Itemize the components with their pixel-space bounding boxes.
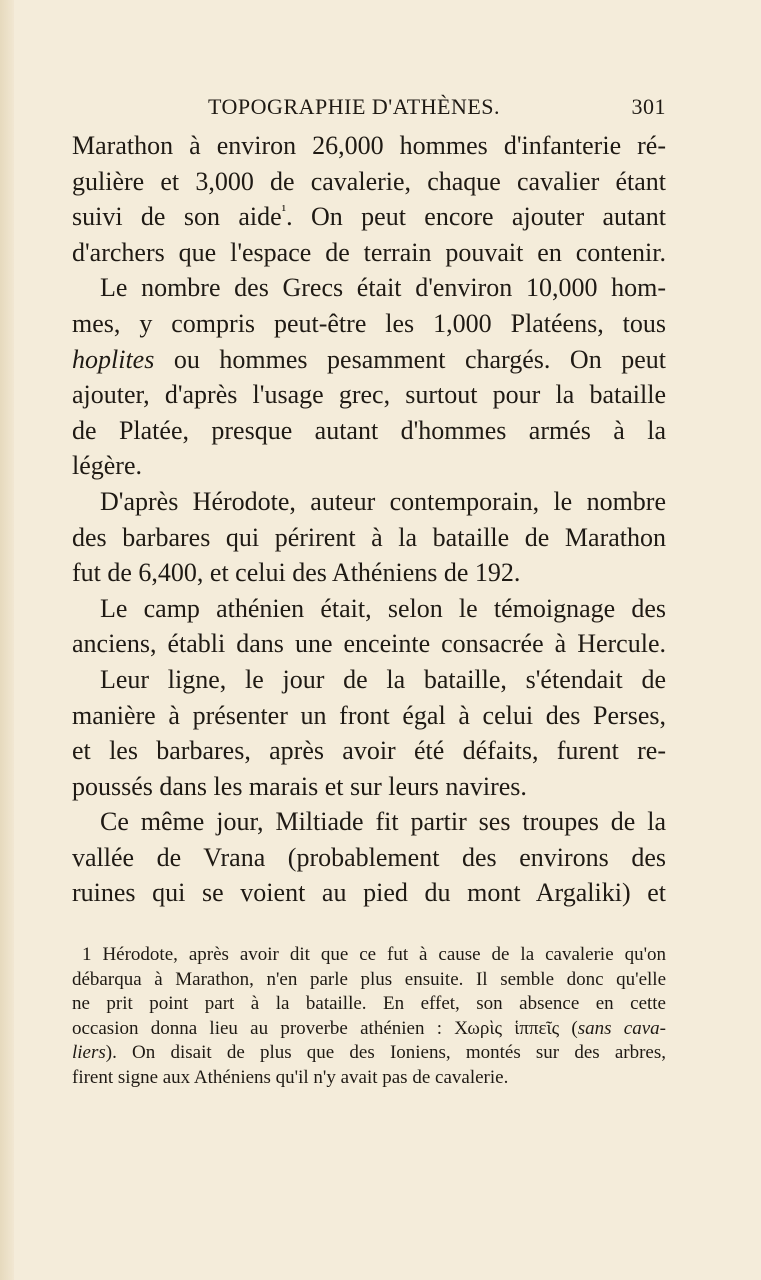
text-line: mes, y compris peut-être les 1,000 Platéens, tous: [72, 308, 666, 338]
page-number: 301: [631, 94, 666, 119]
footnote: [72, 943, 666, 1090]
text-line: et les barbares, après avoir été défaits, furent re-: [72, 736, 666, 766]
text-line: hoplites ou hommes pesamment chargés. On peut: [72, 344, 666, 374]
text-line: ruines qui se voient au pied du mont Argaliki) et: [72, 878, 666, 908]
footnote-line: occasion donna lieu au proverbe athénien : Χωρὶς ἱππεῖς (sans cava-: [72, 1017, 666, 1039]
running-head: TOPOGRAPHIE D'ATHÈNES.: [208, 94, 501, 119]
footnote-line: liers). On disait de plus que des Ioniens, montés sur des arbres,: [72, 1042, 666, 1063]
page-header: [72, 94, 666, 124]
text-line: anciens, établi dans une enceinte consacrée à Hercule.: [72, 629, 666, 659]
text-line: Ce même jour, Miltiade fit partir ses troupes de la: [100, 807, 666, 837]
body-text: [72, 128, 666, 911]
text-line: poussés dans les marais et sur leurs navires.: [72, 771, 527, 801]
page-edge: [0, 0, 14, 1280]
footnote-line: 1 Hérodote, après avoir dit que ce fut à cause de la cavalerie qu'on: [82, 944, 666, 965]
text-line: des barbares qui périrent à la bataille de Marathon: [72, 522, 666, 552]
text-line: Le camp athénien était, selon le témoignage des: [100, 593, 666, 623]
text-line: d'archers que l'espace de terrain pouvait en contenir.: [72, 237, 666, 267]
text-line: gulière et 3,000 de cavalerie, chaque cavalier étant: [72, 166, 666, 196]
text-line: suivi de son aide$^{^1}$. On peut encore ajouter autant: [72, 202, 667, 232]
text-line: Le nombre des Grecs était d'environ 10,000 hom-: [100, 273, 666, 303]
footnote-ref: ¹: [281, 203, 287, 220]
text-line: manière à présenter un front égal à celui des Perses,: [72, 700, 666, 730]
text-line: ajouter, d'après l'usage grec, surtout pour la bataille: [72, 380, 666, 410]
text-line: vallée de Vrana (probablement des environs des: [72, 842, 666, 872]
text-line: Marathon à environ 26,000 hommes d'infanterie ré-: [72, 131, 666, 160]
text-line: fut de 6,400, et celui des Athéniens de 192.: [72, 558, 521, 588]
footnote-line: débarqua à Marathon, n'en parle plus ensuite. Il semble donc qu'elle: [72, 968, 666, 990]
text-line: D'après Hérodote, auteur contemporain, le nombre: [100, 486, 666, 516]
text-line: de Platée, presque autant d'hommes armés à la: [72, 415, 666, 445]
text-line: Leur ligne, le jour de la bataille, s'étendait de: [100, 664, 666, 694]
footnote-line: firent signe aux Athéniens qu'il n'y avait pas de cavalerie.: [72, 1066, 509, 1088]
footnote-line: ne prit point part à la bataille. En effet, son absence en cette: [72, 993, 666, 1014]
text-line: légère.: [72, 451, 143, 481]
